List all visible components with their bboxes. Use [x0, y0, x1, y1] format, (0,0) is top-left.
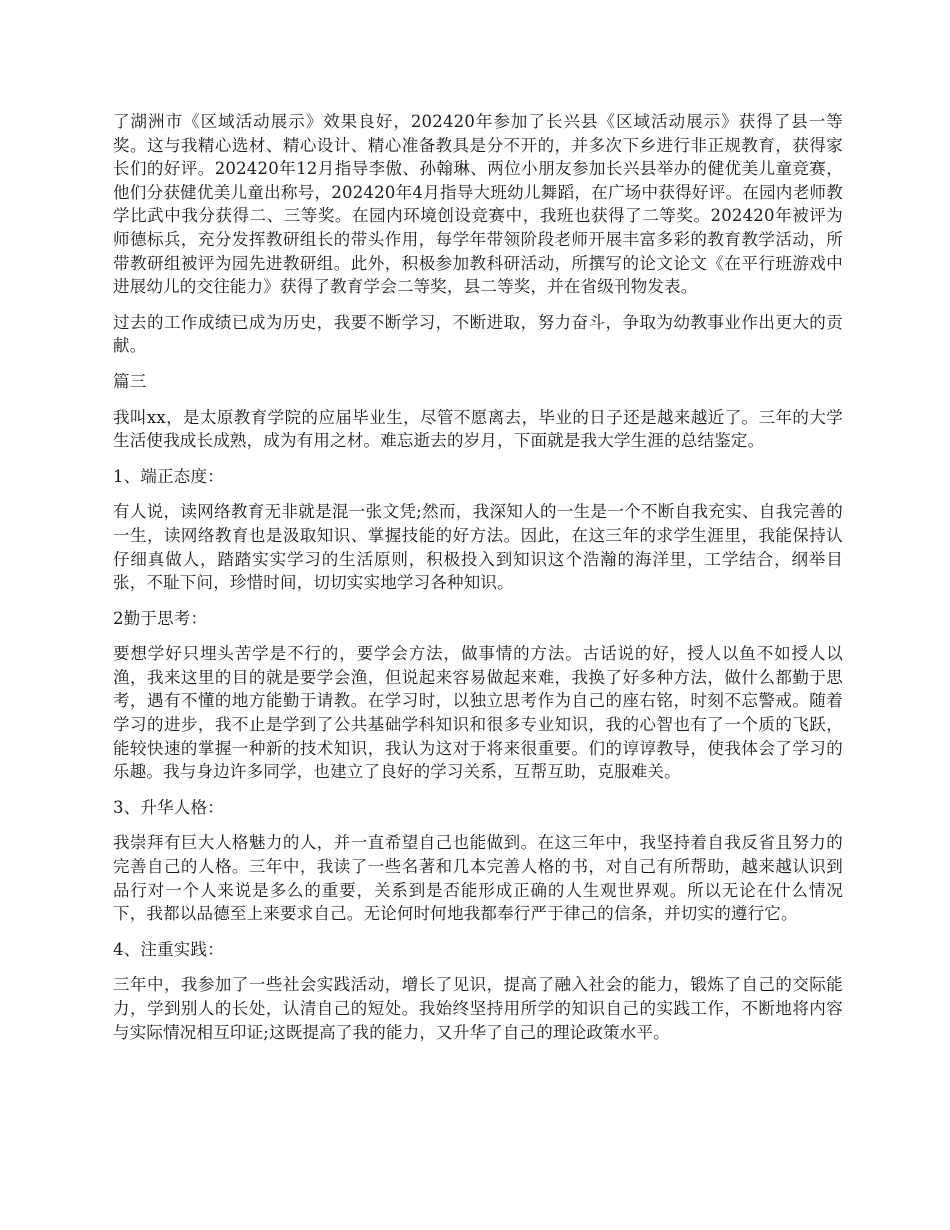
heading-practice: 4、注重实践：: [113, 939, 224, 959]
heading-thinking: 2勤于思考：: [113, 608, 208, 628]
paragraph-practice: 三年中，我参加了一些社会实践活动，增长了见识，提高了融入社会的能力，锻炼了自己的交际能力，学到别人的长处，认清自己的短处。我始终坚持用所学的知识自己的实践工作，不断地将内容与实际情况相互印证;这既提高了我的能力，又升华了自己的理论政策水平。: [113, 975, 843, 1042]
heading-attitude: 1、端正态度：: [113, 466, 224, 486]
document-page: [113, 110, 843, 1056]
paragraph-character: 我崇拜有巨大人格魅力的人，并一直希望自己也能做到。在这三年中，我坚持着自我反省且努力的完善自己的人格。三年中，我读了一些名著和几本完善人格的书，对自己有所帮助，越来越认识到品行对一个人来说是多么的重要，关系到是否能形成正确的人生观世界观。所以无论在什么情况下，我都以品德至上来要求自己。无论何时何地我都奉行严于律己的信条，并切实的遵行它。: [113, 833, 843, 924]
paragraph-introduction: 我叫xx，是太原教育学院的应届毕业生，尽管不愿离去，毕业的日子还是越来越近了。三年的大学生活使我成长成熟，成为有用之材。难忘逝去的岁月，下面就是我大学生涯的总结鉴定。: [113, 407, 843, 451]
heading-character: 3、升华人格：: [113, 797, 224, 817]
paragraph-achievements: 了湖洲市《区域活动展示》效果良好，202420年参加了长兴县《区域活动展示》获得了县一等奖。这与我精心选材、精心设计、精心准备教具是分不开的，并多次下乡进行非正规教育，获得家长们的好评。202420年12月指导李傲、孙翰琳、两位小朋友参加长兴县举办的健优美儿童竞赛，他们分获健优美儿童出称号，202420年4月指导大班幼儿舞蹈，在广场中获得好评。在园内老师教学比武中我分获得二、三等奖。在园内环境创设竞赛中，我班也获得了二等奖。202420年被评为师德标兵，充分发挥教研组长的带头作用，每学年带领阶段老师开展丰富多彩的教育教学活动，所带教研组被评为园先进教研组。此外，积极参加教科研活动，所撰写的论文论文《在平行班游戏中进展幼儿的交往能力》获得了教育学会二等奖，县二等奖，并在省级刊物发表。: [113, 112, 843, 297]
paragraph-attitude: 有人说，读网络教育无非就是混一张文凭;然而，我深知人的一生是一个不断自我充实、自我完善的一生，读网络教育也是汲取知识、掌握技能的好方法。因此，在这三年的求学生涯里，我能保持认仔细真做人，踏踏实实学习的生活原则，积极投入到知识这个浩瀚的海洋里，工学结合，纲举目张，不耻下问，珍惜时间，切切实实地学习各种知识。: [113, 502, 843, 593]
paragraph-thinking: 要想学好只埋头苦学是不行的，要学会方法，做事情的方法。古话说的好，授人以鱼不如授人以渔，我来这里的目的就是要学会渔，但说起来容易做起来难，我换了好多种方法，做什么都勤于思考，遇有不懂的地方能勤于请教。在学习时，以独立思考作为自己的座右铭，时刻不忘警戒。随着学习的进步，我不止是学到了公共基础学科知识和很多专业知识，我的心智也有了一个质的飞跃，能较快速的掌握一种新的技术知识，我认为这对于将来很重要。们的谆谆教导，使我体会了学习的乐趣。我与身边许多同学，也建立了良好的学习关系，互帮互助，克服难关。: [113, 644, 843, 782]
section-title-part-three: 篇三: [113, 371, 147, 391]
paragraph-closing: 过去的工作成绩已成为历史，我要不断学习，不断进取，努力奋斗，争取为幼教事业作出更大的贡献。: [113, 312, 843, 356]
